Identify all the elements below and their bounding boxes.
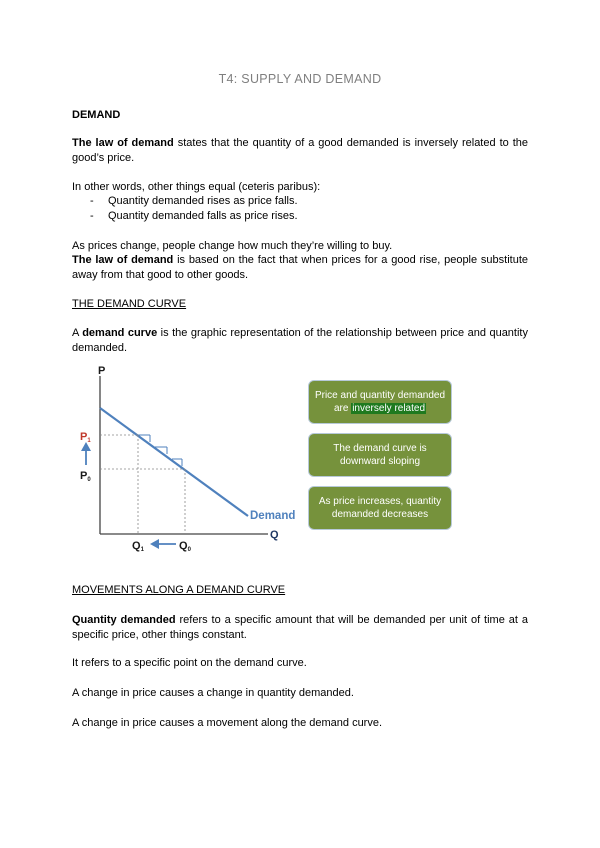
axis-q-label: Q [270,529,279,541]
callout-downward-sloping: The demand curve is downward sloping [308,433,452,477]
demand-heading: DEMAND [72,109,121,121]
q1-label: Q1 [132,540,144,553]
demand-curve-term: demand curve [82,327,158,339]
bullet-text: Quantity demanded rises as price falls. [108,195,298,207]
quantity-arrowhead [150,539,159,549]
ceteris-paribus-paragraph: In other words, other things equal (ceteris paribus): [72,181,321,193]
law-basis-text: is based on the fact that when prices for a good rise, people substitute away from that good to other goods. [72,254,529,281]
demand-curve-diagram [70,362,460,562]
callout-text [313,389,447,415]
bullet-item: - Quantity demanded rises as price falls. [90,195,298,207]
law-of-demand-term: The law of demand [72,137,174,149]
law-of-demand-paragraph [72,136,528,166]
quantity-demanded-text: refers to a specific amount that will be demanded per unit of time at a specific price, other things constant. [72,614,528,641]
q0-label: Q0 [179,540,191,553]
paragraph-prefix: A [72,327,83,339]
specific-point-paragraph: It refers to a specific point on the demand curve. [72,657,307,669]
law-of-demand-term: The law of demand [72,254,174,266]
axis-p-label: P [98,365,106,377]
bullet-item: - Quantity demanded falls as price rises. [90,210,298,222]
law-of-demand-text: states that the quantity of a good demanded is inversely related to the good’s price. [72,137,528,164]
demand-curve-line [100,408,248,516]
page-title: T4: SUPPLY AND DEMAND [218,72,382,86]
callout-highlight: inversely related [352,403,426,414]
change-in-quantity-paragraph: A change in price causes a change in quantity demanded. [72,687,354,699]
demand-curve-text: is the graphic representation of the relationship between price and quantity demanded. [72,327,528,354]
demand-curve-label: Demand [250,510,296,522]
demand-graph [70,362,310,562]
callout-text-part: Price and quantity demanded are [314,390,446,414]
callout-inversely-related [308,380,452,424]
movement-along-curve-paragraph: A change in price causes a movement along the demand curve. [72,717,383,729]
bullet-text: Quantity demanded falls as price rises. [108,210,298,222]
movements-heading: MOVEMENTS ALONG A DEMAND CURVE [72,584,286,596]
p1-label: P1 [80,431,91,444]
callout-price-increase: As price increases, quantity demanded decreases [308,486,452,530]
quantity-demanded-paragraph [72,613,528,643]
demand-curve-paragraph [72,326,528,356]
p0-label: P0 [80,470,91,483]
quantity-demanded-term: Quantity demanded [72,614,176,626]
law-basis-paragraph [72,253,528,283]
demand-curve-heading: THE DEMAND CURVE [72,298,187,310]
prices-change-paragraph: As prices change, people change how much they’re willing to buy. [72,240,393,252]
